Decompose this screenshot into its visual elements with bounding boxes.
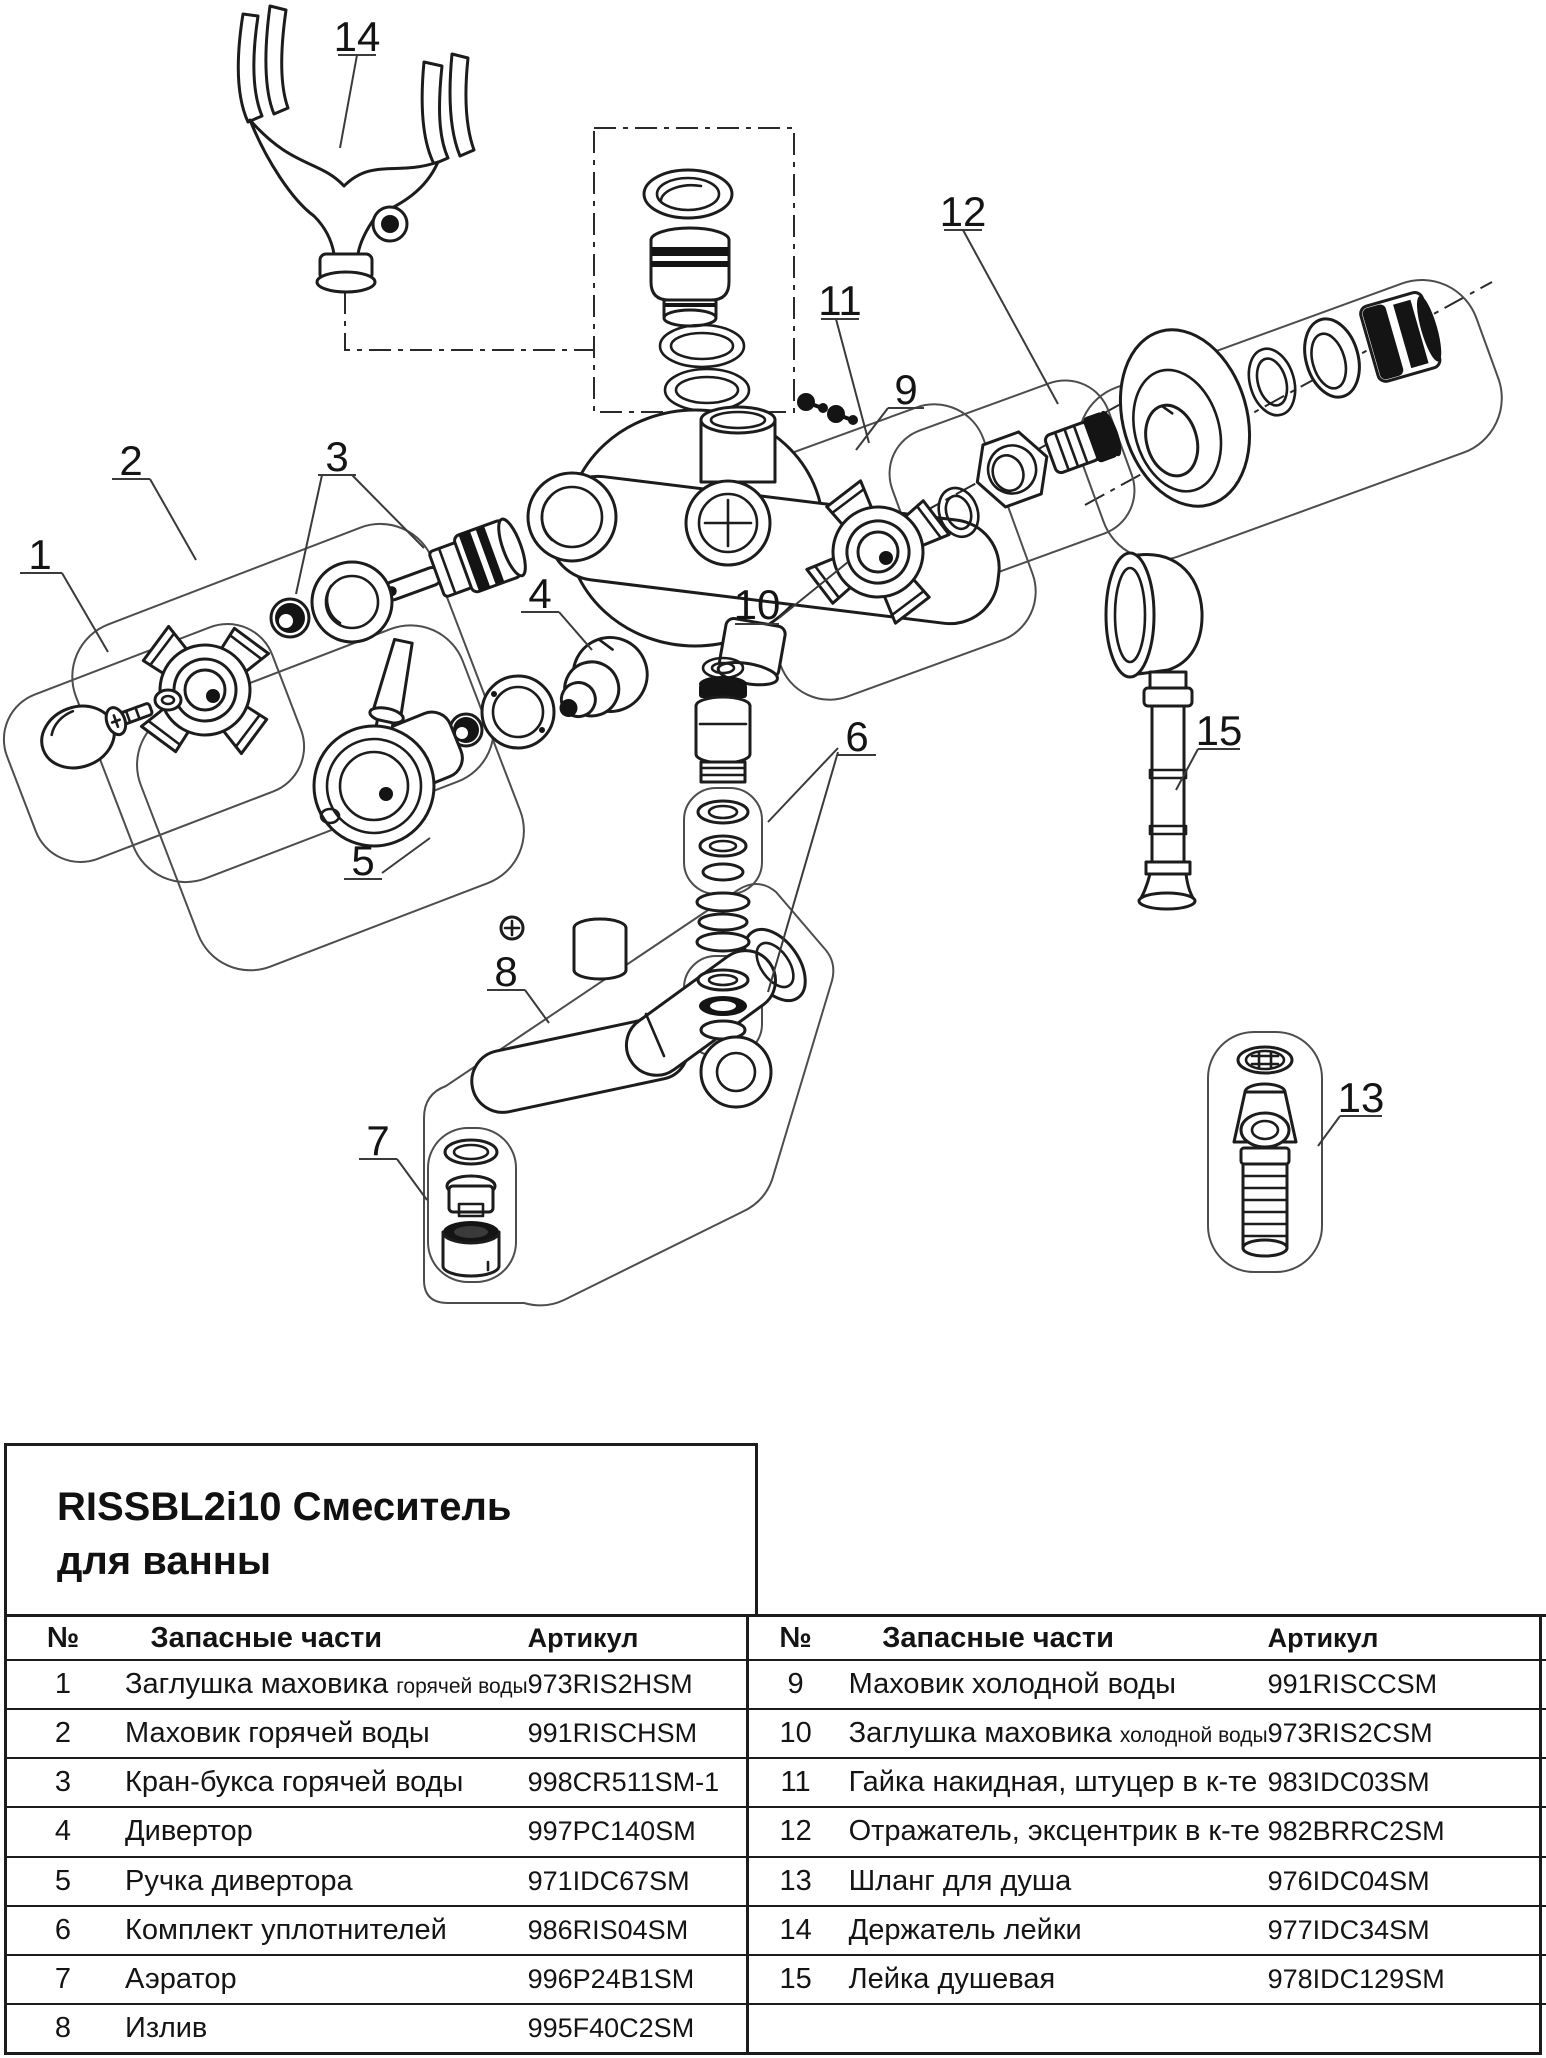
col-header-parts: Запасные части — [150, 1621, 383, 1654]
cell-sku: 997PC140SM — [527, 1816, 696, 1847]
cell-num: 15 — [779, 1962, 812, 1995]
parts-table-left — [7, 1617, 749, 2052]
callout-leader — [150, 479, 196, 560]
cell-sku: 996P24B1SM — [527, 1963, 695, 1994]
col-header-parts: Запасные части — [882, 1621, 1114, 1654]
cell-part-text: Отражатель, эксцентрик в к-те — [848, 1815, 1260, 1848]
cell-part — [119, 1914, 528, 1947]
callout-leader — [296, 475, 322, 594]
cell-part — [843, 1717, 1268, 1750]
cell-num: 12 — [779, 1815, 812, 1848]
callout-label: 11 — [818, 277, 862, 324]
cell-part — [119, 1668, 528, 1701]
cell-part — [843, 1963, 1268, 1996]
part-bushing-hot — [271, 599, 309, 637]
product-title-box — [4, 1443, 758, 1617]
cell-num: 9 — [787, 1668, 804, 1701]
cell-sku: 977IDC34SM — [1267, 1914, 1430, 1945]
table-row — [749, 1905, 1546, 1954]
cell-sku: 995F40C2SM — [527, 2012, 695, 2043]
cell-part-text: Заглушка маховика — [125, 1668, 389, 1701]
callout-14 — [334, 13, 381, 148]
callout-label: 7 — [366, 1117, 390, 1164]
cell-num: 4 — [54, 1815, 72, 1848]
callout-13 — [1318, 1074, 1384, 1146]
cell-part — [843, 1668, 1268, 1701]
part-aerator — [443, 1140, 499, 1276]
table-row — [7, 1856, 746, 1905]
cell-part-text: Маховик холодной воды — [848, 1668, 1176, 1701]
cell-sku: 998CR511SM-1 — [527, 1767, 720, 1798]
callout-label: 1 — [28, 531, 52, 578]
cell-part-text: Комплект уплотнителей — [125, 1913, 447, 1946]
cell-part — [119, 2012, 528, 2045]
callout-label: 4 — [528, 570, 552, 617]
callout-leader — [768, 752, 838, 992]
parts-tables — [4, 1617, 1542, 2055]
cell-sku: 982BRRC2SM — [1267, 1816, 1445, 1847]
cell-sku: 991RISCHSM — [527, 1718, 698, 1749]
cell-num: 1 — [54, 1668, 72, 1701]
callout-leader — [397, 1159, 427, 1200]
callout-8 — [487, 948, 549, 1023]
cell-part — [843, 1815, 1268, 1848]
callout-label: 8 — [494, 948, 518, 995]
table-row — [7, 1806, 746, 1855]
cell-num: 13 — [779, 1864, 812, 1897]
cell-part — [119, 1865, 528, 1898]
part-screws — [797, 393, 858, 425]
cell-part-note: горячей воды — [396, 1675, 528, 1699]
cell-part-text: Гайка накидная, штуцер в к-те — [848, 1766, 1258, 1799]
cell-part-text: Шланг для душа — [848, 1864, 1072, 1897]
callout-label: 13 — [1337, 1074, 1385, 1121]
cell-part — [119, 1963, 528, 1996]
part-diverter-handle — [314, 638, 523, 939]
cell-part-text: Аэратор — [125, 1962, 237, 1995]
parts-table-right — [749, 1614, 1546, 2052]
callout-leader — [340, 55, 357, 148]
table-header-row — [7, 1617, 746, 1659]
cell-part — [843, 1914, 1268, 1947]
part-reflector-kit — [1101, 289, 1448, 522]
callout-7 — [359, 1117, 427, 1200]
product-title-line2: для ванны — [57, 1539, 272, 1583]
callout-leader — [559, 612, 592, 650]
table-row — [7, 1659, 746, 1708]
table-row — [749, 1659, 1546, 1708]
cell-part — [119, 1717, 528, 1750]
cell-part — [843, 1865, 1268, 1898]
cell-sku: 978IDC129SM — [1267, 1963, 1445, 1994]
cell-num: 7 — [54, 1962, 72, 1995]
col-header-sku: Артикул — [527, 1622, 639, 1653]
col-header-sku: Артикул — [1267, 1622, 1379, 1653]
table-row — [749, 1757, 1546, 1806]
part-handwheel-hot — [125, 610, 285, 770]
callout-label: 15 — [1195, 707, 1243, 754]
table-row — [749, 1954, 1546, 2003]
cell-num: 11 — [780, 1766, 811, 1799]
table-row — [7, 1708, 746, 1757]
cell-part — [843, 1766, 1268, 1799]
table-row — [7, 1905, 746, 1954]
cell-part-text: Ручка дивертора — [125, 1864, 353, 1897]
cell-num: 10 — [779, 1717, 812, 1750]
part-shower-hose — [1234, 1047, 1296, 1256]
cell-part-text: Лейка душевая — [848, 1962, 1056, 1995]
table-row — [749, 1856, 1546, 1905]
cell-part-text: Заглушка маховика — [848, 1717, 1112, 1750]
cell-sku: 991RISCCSM — [1267, 1669, 1438, 1700]
table-row — [749, 1806, 1546, 1855]
cell-part-text: Дивертор — [125, 1815, 253, 1848]
cell-num: 8 — [54, 2011, 72, 2044]
part-sleeve-hot — [312, 562, 392, 642]
callout-2 — [112, 437, 196, 560]
callout-label: 5 — [351, 837, 375, 884]
callout-label: 6 — [845, 713, 869, 760]
col-header-num: № — [779, 1621, 812, 1654]
table-row — [749, 2003, 1546, 2052]
cell-sku: 983IDC03SM — [1267, 1767, 1430, 1798]
cell-sku: 973RIS2HSM — [527, 1669, 693, 1700]
table-row — [7, 2003, 746, 2052]
cell-num: 3 — [54, 1766, 72, 1799]
callout-1 — [20, 531, 108, 652]
table-row — [7, 1954, 746, 2003]
cell-sku: 976IDC04SM — [1267, 1865, 1430, 1896]
callout-label: 14 — [333, 13, 381, 60]
cell-part-text: Излив — [125, 2011, 208, 2044]
cell-num: 2 — [54, 1717, 72, 1750]
cell-part-text: Держатель лейки — [848, 1913, 1082, 1946]
callout-label: 9 — [894, 366, 918, 413]
callout-9 — [856, 366, 924, 450]
cell-part — [119, 1815, 528, 1848]
cell-part-note: холодной воды — [1119, 1724, 1268, 1748]
cell-sku: 973RIS2CSM — [1267, 1718, 1433, 1749]
cell-num: 6 — [54, 1913, 72, 1946]
cell-part — [119, 1766, 528, 1799]
cell-sku: 986RIS04SM — [527, 1914, 689, 1945]
cell-sku: 971IDC67SM — [527, 1865, 690, 1896]
callout-leader — [525, 990, 549, 1023]
callout-12 — [940, 188, 1058, 404]
cell-num: 14 — [779, 1913, 812, 1946]
cell-num: 5 — [54, 1864, 72, 1897]
cell-part-text: Кран-букса горячей воды — [125, 1766, 464, 1799]
cell-part-text: Маховик горячей воды — [125, 1717, 430, 1750]
part-shower-head — [1106, 553, 1202, 909]
callout-leader — [352, 475, 424, 548]
product-title-line1: RISSBL2i10 Смеситель — [57, 1485, 512, 1529]
callout-label: 3 — [325, 433, 349, 480]
callout-label: 2 — [119, 437, 143, 484]
part-mount-seals — [644, 170, 749, 411]
table-row — [7, 1757, 746, 1806]
callout-label: 10 — [733, 581, 781, 628]
col-header-num: № — [46, 1621, 80, 1654]
part-cartridge-hot — [374, 515, 531, 623]
table-header-row — [749, 1617, 1546, 1659]
callout-leader — [963, 230, 1058, 404]
table-row — [749, 1708, 1546, 1757]
callout-label: 12 — [939, 188, 987, 235]
